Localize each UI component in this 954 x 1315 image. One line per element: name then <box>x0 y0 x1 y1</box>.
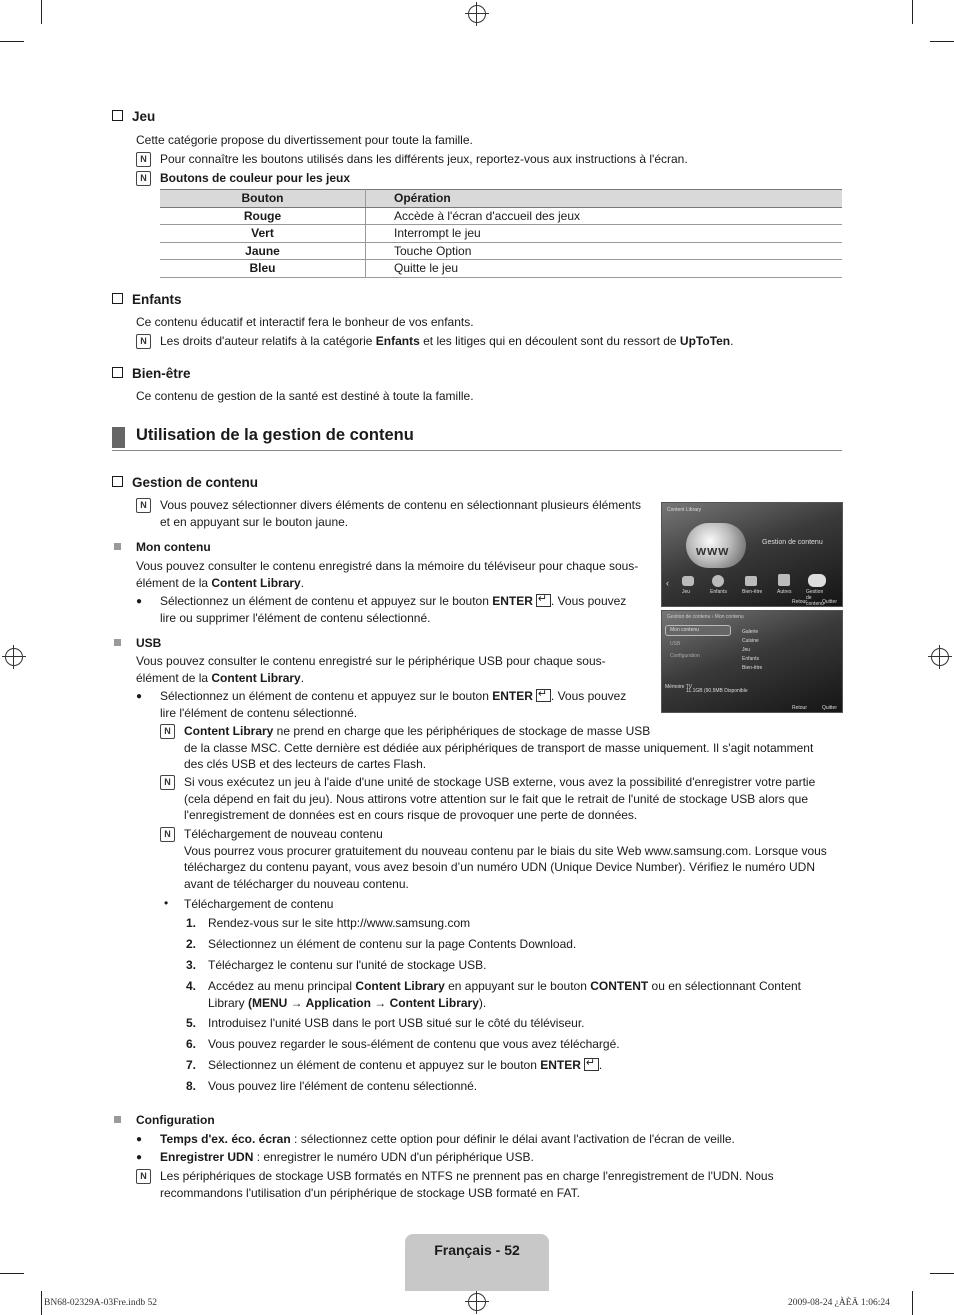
text: de la classe MSC. Cette dernière est dédiée aux périphériques de transport de masse uniquement. Il s'agit notamment <box>184 740 814 755</box>
section-heading-enfants <box>112 292 182 309</box>
table-row <box>160 260 842 278</box>
table-cell: Rouge <box>160 207 366 225</box>
table-header: Opération <box>366 190 843 208</box>
checkbox-square-icon <box>112 110 123 121</box>
screen-menu-item: Mon contenu <box>670 627 699 633</box>
text: : enregistrer le numéro UDN d'un périphérique USB. <box>253 1150 534 1164</box>
note-icon: N <box>136 171 151 186</box>
step-text <box>208 978 840 1011</box>
table-row <box>160 242 842 260</box>
note-text <box>184 774 844 824</box>
table-row <box>160 225 842 243</box>
screen-sub-item: Cuisine <box>742 638 759 644</box>
section-heading-bienetre <box>112 366 191 383</box>
text: élément de la <box>136 670 212 685</box>
step-number: 8. <box>186 1079 197 1093</box>
text: Vous pouvez consulter le contenu enregistré sur le périphérique USB pour chaque sous- <box>136 654 606 668</box>
text: Les périphériques de stockage USB formatés en NTFS ne prennent pas en charge l'enregistrement de l'UDN. Nous <box>160 1169 774 1183</box>
text-bold: Enregistrer UDN <box>160 1150 254 1164</box>
sub-heading: USB <box>136 636 162 650</box>
download-title: Téléchargement de contenu <box>184 897 334 911</box>
paragraph: Ce contenu de gestion de la santé est destiné à toute la famille. <box>136 389 474 403</box>
note-text <box>160 333 850 350</box>
screen-menu-item: Configuration <box>670 653 700 659</box>
step-text: Vous pouvez regarder le sous-élément de contenu que vous avez téléchargé. <box>208 1037 620 1051</box>
note-text: Pour connaître les boutons utilisés dans les différents jeux, reportez-vous aux instructions à l'écran. <box>160 152 688 166</box>
crop-mark <box>912 0 913 24</box>
step-number: 5. <box>186 1016 197 1030</box>
kids-icon <box>712 575 724 587</box>
text: Vous pouvez consulter le contenu enregistré dans la mémoire du téléviseur pour chaque sous- <box>136 559 639 573</box>
text-bold: Content Library <box>184 724 274 738</box>
screen-sub-item: Bien-être <box>742 665 763 671</box>
heading-text: Enfants <box>132 292 182 307</box>
section-title-text: Utilisation de la gestion de contenu <box>136 426 414 444</box>
enter-icon <box>584 1058 599 1071</box>
text: recommandons l'utilisation d'un périphérique de stockage USB formaté en FAT. <box>160 1185 580 1200</box>
section-heading-jeu <box>112 109 155 126</box>
step-text: Téléchargez le contenu sur l'unité de stockage USB. <box>208 958 487 972</box>
note-icon: N <box>136 334 151 349</box>
checkbox-square-icon <box>112 476 123 487</box>
note-text <box>184 826 844 892</box>
text: Vous pourrez vous procurer gratuitement du nouveau contenu par le biais du site Web www.samsung.com. Lorsque vous <box>184 843 827 858</box>
text-bold: ENTER <box>540 1058 581 1072</box>
checkbox-square-icon <box>112 293 123 304</box>
crop-mark <box>0 41 24 42</box>
bullet-icon: ● <box>136 596 143 607</box>
text: Les droits d'auteur relatifs à la catégorie <box>160 334 376 348</box>
text: et les litiges qui en découlent sont du ressort de <box>419 334 680 348</box>
heading-text: Gestion de contenu <box>132 475 259 490</box>
enter-icon <box>536 689 551 702</box>
screen-header: Gestion de contenu › Mon contenu <box>667 614 744 620</box>
screen-label: Gestion de contenu <box>762 539 823 546</box>
note-icon: N <box>160 724 175 739</box>
checkbox-square-icon <box>112 367 123 378</box>
crop-mark <box>41 1291 42 1315</box>
screen-menu-item: Gestion de contenu <box>806 589 824 607</box>
text: lire l'élément de contenu sélectionné. <box>160 705 358 720</box>
table-cell: Interrompt le jeu <box>366 225 843 243</box>
note-text: Boutons de couleur pour les jeux <box>160 171 351 185</box>
sub-heading: Mon contenu <box>136 540 211 554</box>
step-number: 1. <box>186 916 197 930</box>
square-bullet-icon <box>114 1116 121 1123</box>
text: . Vous pouvez <box>550 594 627 608</box>
content-management-screenshot <box>661 610 843 713</box>
text: ou en sélectionnant Content <box>648 979 801 993</box>
step-number: 6. <box>186 1037 197 1051</box>
table-header-row <box>160 190 842 208</box>
text-bold: UpToTen <box>679 334 731 348</box>
table-cell: Quitte le jeu <box>366 260 843 278</box>
table-cell: Touche Option <box>366 242 843 260</box>
others-icon <box>778 574 790 586</box>
text: l'enregistrement de données est en cours risque de provoquer une perte de données. <box>184 808 638 822</box>
crop-mark <box>912 1291 913 1315</box>
www-logo: www <box>696 543 730 558</box>
table-header: Bouton <box>160 190 366 208</box>
game-icon <box>682 576 694 586</box>
enter-icon <box>536 594 551 607</box>
text-bold: (MENU → Application → Content Library <box>248 995 479 1010</box>
text-bold: Enfants <box>375 334 420 348</box>
registration-mark-icon <box>468 1293 486 1311</box>
text-bold: Content Library <box>211 575 301 590</box>
note-icon: N <box>136 498 151 513</box>
note-icon: N <box>160 827 175 842</box>
bullet-icon: ● <box>136 691 143 702</box>
bullet-text <box>160 1149 840 1166</box>
crop-mark <box>930 41 954 42</box>
screen-sub-item: Enfants <box>742 656 759 662</box>
text: Sélectionnez un élément de contenu et appuyez sur le bouton <box>160 689 493 703</box>
text: (cela dépend en fait du jeu). Nous attirons votre attention sur le fait que le retrait de l'unité de stockage USB alors que <box>184 791 808 806</box>
table-cell: Vert <box>160 225 366 243</box>
screen-menu-item: Enfants <box>710 589 727 595</box>
step-text <box>208 1057 840 1074</box>
table-cell: Bleu <box>160 260 366 278</box>
screen-menu-item: USB <box>670 641 681 647</box>
bullet-text <box>160 593 650 626</box>
section-heading-gestion <box>112 475 258 492</box>
text-bold: ENTER <box>492 594 533 608</box>
content-library-screenshot <box>661 502 843 607</box>
crop-mark <box>41 0 42 24</box>
heading-text: Bien-être <box>132 366 191 381</box>
heading-text: Jeu <box>132 109 156 124</box>
table-row <box>160 207 842 225</box>
text: Accédez au menu principal <box>208 979 356 993</box>
step-number: 3. <box>186 958 197 972</box>
text: Library <box>208 995 249 1010</box>
text-bold: Content Library <box>211 670 301 685</box>
chevron-left-icon: ‹ <box>666 578 669 588</box>
text: ). <box>478 995 487 1010</box>
text: Vous pouvez sélectionner divers éléments de contenu en sélectionnant plusieurs éléments <box>160 498 641 512</box>
paragraph <box>136 558 651 591</box>
bullet-icon: • <box>164 896 169 910</box>
screen-menu-item: Jeu <box>682 589 691 595</box>
screen-sub-item: Jeu <box>742 647 751 653</box>
sub-heading: Configuration <box>136 1113 215 1127</box>
text: . <box>730 334 734 348</box>
text: des clés USB et des lecteurs de cartes Flash. <box>184 757 427 771</box>
text: . Vous pouvez <box>550 689 627 703</box>
step-text: Introduisez l'unité USB dans le port USB situé sur le côté du téléviseur. <box>208 1016 585 1030</box>
text-bold: CONTENT <box>590 979 649 993</box>
text: Si vous exécutez un jeu à l'aide d'une unité de stockage USB externe, vous avez la possibilité d'enregistrer votre partie <box>184 775 816 789</box>
note-icon: N <box>136 152 151 167</box>
note-text <box>160 497 660 530</box>
paragraph: Cette catégorie propose du divertissement pour toute la famille. <box>136 133 473 147</box>
text: Sélectionnez un élément de contenu et appuyez sur le bouton <box>208 1058 541 1072</box>
section-title <box>112 426 842 451</box>
content-management-icon <box>808 574 826 587</box>
note-text <box>184 723 844 773</box>
square-bullet-icon <box>114 639 121 646</box>
screen-sub-item: Galerie <box>742 629 759 635</box>
back-label: Retour <box>792 599 808 605</box>
note-icon: N <box>136 1169 151 1184</box>
crop-mark <box>0 1273 24 1274</box>
text: téléchargez du contenu payant, vous avez besoin d’un numéro UDN (Unique Device Number). Vérifiez le numéro UDN <box>184 860 815 874</box>
square-bullet-icon <box>114 543 121 550</box>
text: lire ou supprimer l'élément de contenu sélectionné. <box>160 610 431 625</box>
registration-mark-icon <box>5 648 23 666</box>
quit-label: Quitter <box>822 705 838 711</box>
quit-label: Quitter <box>822 599 838 605</box>
text: en appuyant sur le bouton <box>444 979 591 993</box>
step-text: Sélectionnez un élément de contenu sur la page Contents Download. <box>208 937 577 951</box>
text: . <box>300 575 305 590</box>
text: Sélectionnez un élément de contenu et appuyez sur le bouton <box>160 594 493 608</box>
screen-menu-item: Autres <box>777 589 792 595</box>
crop-mark <box>930 1273 954 1274</box>
health-icon <box>745 576 757 586</box>
text-bold: Content Library <box>355 979 445 993</box>
text: avant de télécharger du nouveau contenu. <box>184 876 409 891</box>
paragraph <box>136 653 636 686</box>
step-number: 2. <box>186 937 197 951</box>
step-number: 4. <box>186 979 197 993</box>
registration-mark-icon <box>931 648 949 666</box>
table-cell: Jaune <box>160 242 366 260</box>
note-icon: N <box>160 775 175 790</box>
screen-header: Content Library <box>667 507 702 513</box>
text: Téléchargement de nouveau contenu <box>184 827 383 841</box>
step-number: 7. <box>186 1058 197 1072</box>
screen-menu-item: Bien-être <box>742 589 763 595</box>
step-text: Rendez-vous sur le site http://www.samsung.com <box>208 916 471 930</box>
text: élément de la <box>136 575 212 590</box>
registration-mark-icon <box>468 5 486 23</box>
text: . <box>300 670 305 685</box>
text: : sélectionnez cette option pour définir le délai avant l'activation de l'écran de veille. <box>290 1132 735 1146</box>
color-buttons-table <box>160 189 842 278</box>
bullet-icon: ● <box>136 1134 143 1145</box>
text: ne prend en charge que les périphériques de stockage de masse USB <box>273 724 651 738</box>
text-bold: ENTER <box>492 689 533 703</box>
bullet-text <box>160 1131 840 1148</box>
step-text: Vous pouvez lire l'élément de contenu sélectionné. <box>208 1079 478 1093</box>
title-bar-decoration <box>112 427 125 448</box>
text: et en appuyant sur le bouton jaune. <box>160 514 349 529</box>
memory-value: 11.1GB (90.5MB Disponible <box>686 688 748 694</box>
text-bold: Temps d'ex. éco. écran <box>160 1132 291 1146</box>
paragraph: Ce contenu éducatif et interactif fera le bonheur de vos enfants. <box>136 315 474 329</box>
note-text <box>160 1168 840 1201</box>
bullet-text <box>160 688 650 721</box>
print-date: 2009-08-24 ¿ÀÈÄ 1:06:24 <box>788 1298 890 1308</box>
page-number: Français - 52 <box>434 1242 520 1258</box>
table-cell: Accède à l'écran d'accueil des jeux <box>366 207 843 225</box>
bullet-icon: ● <box>136 1152 143 1163</box>
back-label: Retour <box>792 705 808 711</box>
page-number-tab <box>405 1234 549 1291</box>
text: . <box>598 1058 603 1072</box>
memory-label: Mémoire TV <box>665 684 693 690</box>
file-info: BN68-02329A-03Fre.indb 52 <box>44 1298 157 1308</box>
